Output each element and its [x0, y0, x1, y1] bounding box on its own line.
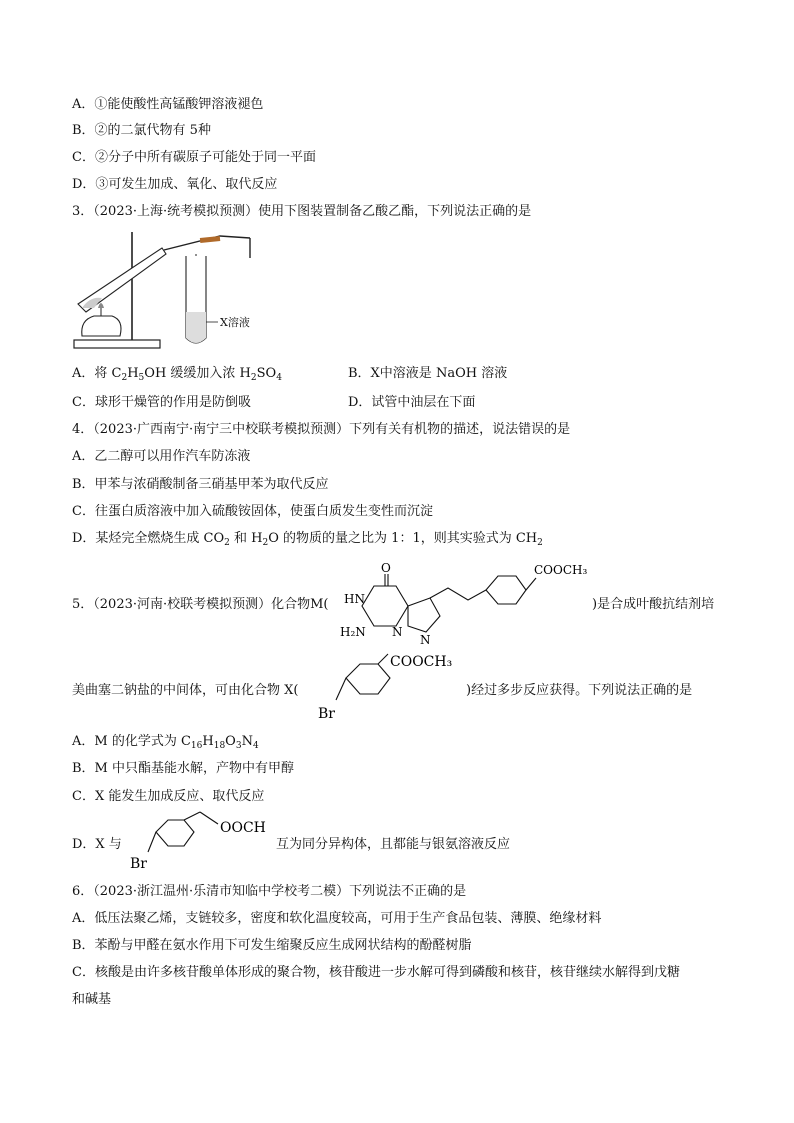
q6-option-c-line1: C．核酸是由许多核苷酸单体形成的聚合物，核苷酸进一步水解可得到磷酸和核苷，核苷继续水解得到戊糖: [72, 965, 680, 980]
q4-stem: 4．（2023·广西南宁·南宁三中校联考模拟预测）下列有关有机物的描述，说法错误的是: [72, 422, 571, 437]
q3-apparatus-figure: [72, 226, 282, 358]
d-label-br: Br: [130, 856, 147, 872]
m-label-o: O: [381, 561, 391, 575]
m-label-hn: HN: [344, 592, 365, 606]
q2-option-d: D．③可发生加成、氧化、取代反应: [72, 177, 278, 192]
q2-option-a: A．①能使酸性高锰酸钾溶液褪色: [72, 97, 264, 112]
q3-option-a: A．将 $C_2H_5OH$ 缓缓加入浓 $H_2SO_4$: [72, 366, 282, 383]
q4-option-c: C．往蛋白质溶液中加入硫酸铵固体，使蛋白质发生变性而沉淀: [72, 504, 433, 519]
q6-option-a: A．低压法聚乙烯，支链较多，密度和软化温度较高，可用于生产食品包装、薄膜、绝缘材料: [72, 911, 602, 926]
q2-option-b: B．②的二氯代物有 5种: [72, 123, 211, 138]
q5-option-c: C．X 能发生加成反应、取代反应: [72, 789, 265, 804]
q5-compound-x-structure: [312, 650, 466, 726]
q3-option-b: B．X中溶液是 NaOH 溶液: [348, 366, 508, 381]
q6-option-c-line2: 和碱基: [72, 992, 112, 1007]
q6-option-b: B．苯酚与甲醛在氨水作用下可发生缩聚反应生成网状结构的酚醛树脂: [72, 938, 472, 953]
m-label-n: N: [392, 625, 403, 639]
q5-option-b: B．M 中只酯基能水解，产物中有甲醇: [72, 761, 294, 776]
q4-option-a: A．乙二醇可以用作汽车防冻液: [72, 449, 251, 464]
q3-figure-label: X溶液: [220, 316, 250, 329]
q5-option-a: A．M 的化学式为 $C_{16}H_{18}O_3N_4$: [72, 734, 259, 751]
q3-option-c: C．球形干燥管的作用是防倒吸: [72, 395, 251, 410]
q3-option-d: D．试管中油层在下面: [348, 395, 476, 410]
q5-line2-pre: 美曲塞二钠盐的中间体，可由化合物 X(: [72, 683, 299, 698]
q5-option-d-post: 互为同分异构体，且都能与银氨溶液反应: [276, 837, 511, 852]
q4-option-b: B．甲苯与浓硝酸制备三硝基甲苯为取代反应: [72, 477, 329, 492]
q3-stem: 3．（2023·上海·统考模拟预测）使用下图装置制备乙酸乙酯，下列说法正确的是: [72, 204, 532, 219]
q4-option-d: D．某烃完全燃烧生成 $CO_2$ 和 $H_2O$ 的物质的量之比为 1：1，则其实验式为 $CH_2$: [72, 531, 543, 548]
q5-line2-post: )经过多步反应获得。下列说法正确的是: [466, 683, 693, 698]
m-label-nh: N: [420, 633, 431, 647]
q5-stem-post: )是合成叶酸抗结剂培: [592, 597, 715, 612]
q5-option-d-structure: [120, 810, 280, 872]
m-label-ester: COOCH₃: [534, 563, 588, 577]
q5-stem-pre: 5．（2023·河南·校联考模拟预测）化合物M(: [72, 597, 329, 612]
x-label-br: Br: [318, 706, 335, 722]
q6-stem: 6．（2023·浙江温州·乐清市知临中学校考二模）下列说法不正确的是: [72, 884, 467, 899]
m-label-h2n: H₂N: [340, 625, 366, 639]
q5-compound-m-structure: [330, 556, 592, 648]
q5-option-d-pre: D．X 与: [72, 837, 122, 852]
x-label-ester: COOCH₃: [390, 654, 453, 670]
d-label-ooch: OOCH: [220, 820, 266, 836]
q2-option-c: C．②分子中所有碳原子可能处于同一平面: [72, 150, 316, 165]
